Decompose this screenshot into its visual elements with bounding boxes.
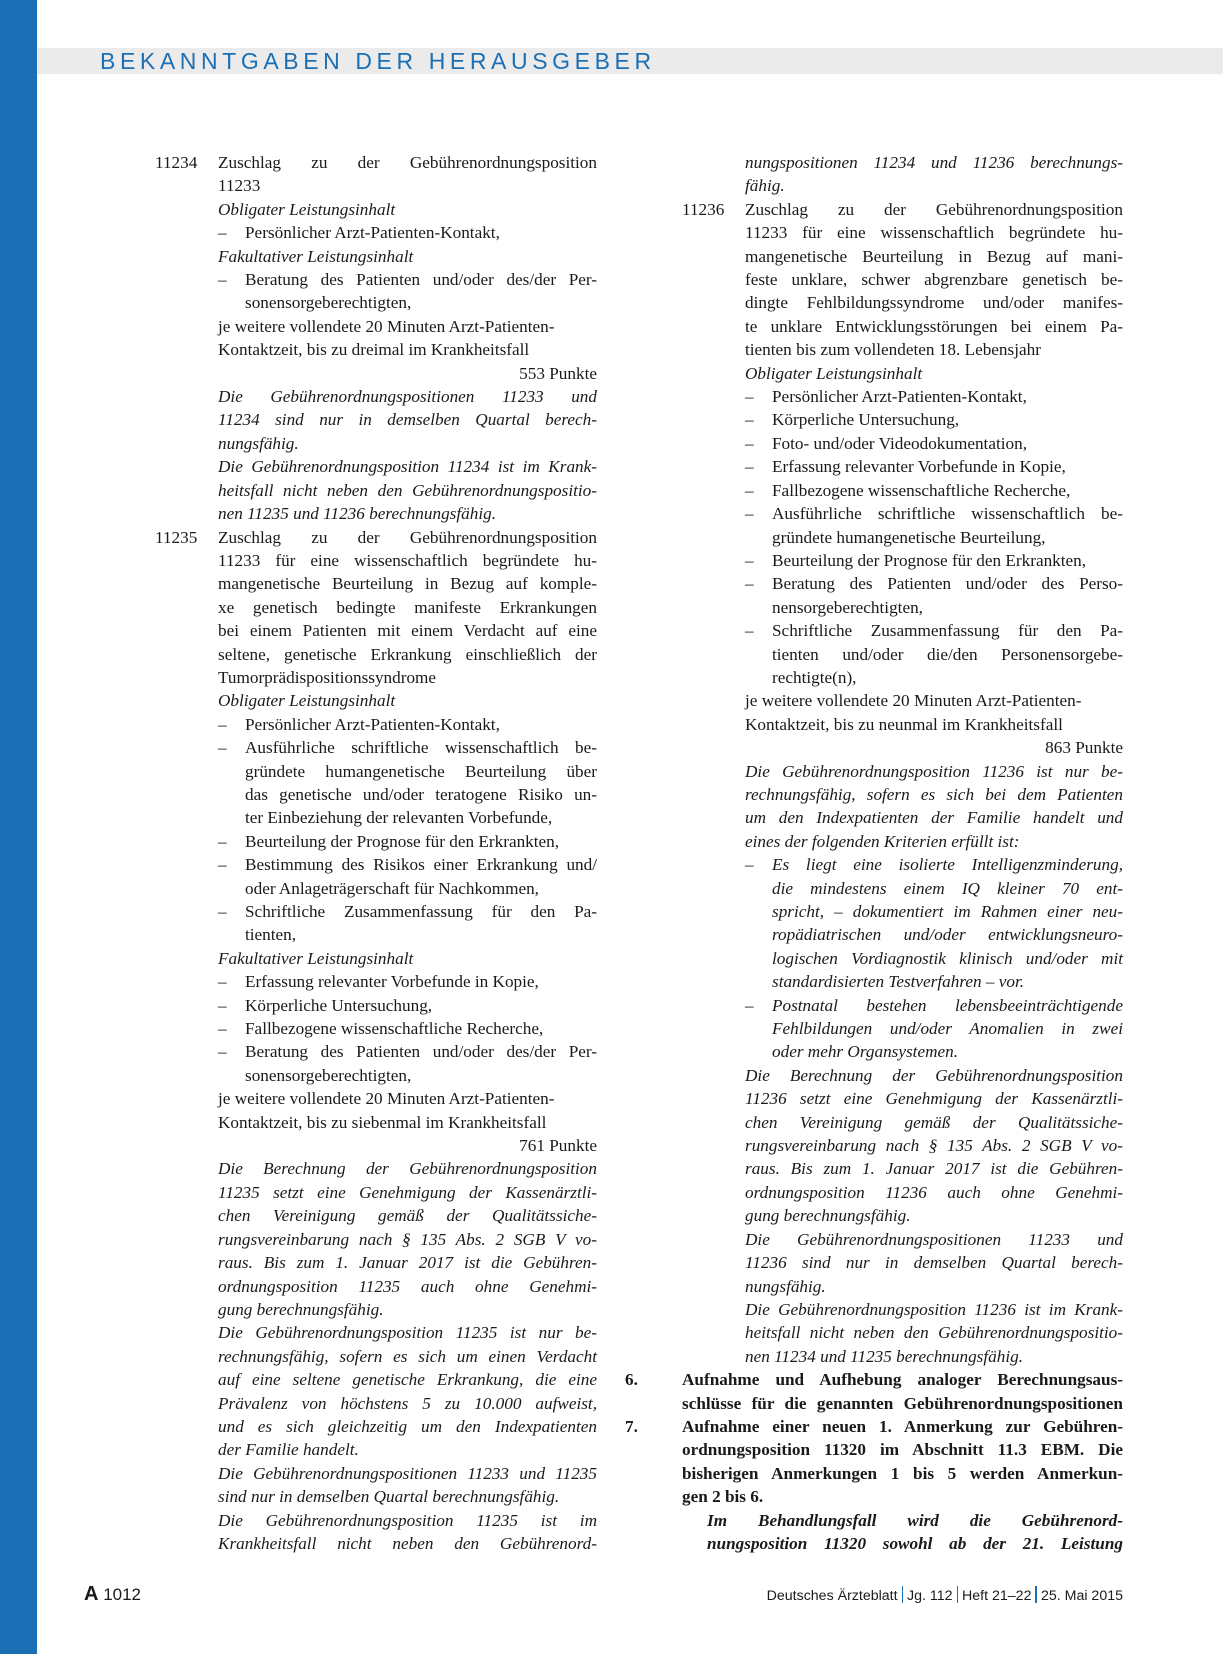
separator: [957, 1586, 959, 1603]
time-text: Kontaktzeit, bis zu dreimal im Krankheitsfall: [218, 340, 530, 360]
page-number: [84, 1583, 141, 1606]
list-item: – Persönlicher Arzt-Patienten-Kontakt,: [745, 387, 1027, 407]
entry-title: Zuschlag zu der Gebührenordnungsposition 11233 für eine wissenschaftlich begründete hu- mangenetische Beurteilung in Bezug auf komple- xe genetisch bedingte manifeste Erkrankungen bei einem Patienten mit einem Verdacht auf eine seltene, genetische Erkrankung einschließlich der Tumorprädispositionssyndrome: [218, 527, 597, 687]
list-item: – Persönlicher Arzt-Patienten-Kontakt,: [218, 223, 500, 243]
section-header-title: BEKANNTGABEN DER HERAUSGEBER: [100, 48, 656, 74]
list-item: – Fallbezogene wissenschaftliche Recherche,: [218, 1019, 544, 1039]
item-number: 6.: [625, 1370, 638, 1390]
date: 25. Mai 2015: [1040, 1588, 1123, 1604]
note: Die Gebührenordnungspositionen 11233 und 11236 sind nur in demselben Quartal berech- nungsfähig.: [745, 1229, 1123, 1296]
list-item: – Bestimmung des Risikos einer Erkrankung und/ oder Anlageträgerschaft für Nachkommen,: [218, 855, 597, 898]
list-item: – Fallbezogene wissenschaftliche Recherche,: [745, 480, 1071, 500]
time-text: Kontaktzeit, bis zu neunmal im Krankheitsfall: [745, 714, 1063, 734]
list-item: – Erfassung relevanter Vorbefunde in Kopie,: [745, 457, 1066, 477]
entry-title-line: 11233: [218, 176, 261, 196]
list-item: – Beurteilung der Prognose für den Erkrankten,: [745, 550, 1087, 570]
issue: Heft 21–22: [962, 1588, 1032, 1604]
volume: Jg. 112: [907, 1588, 953, 1604]
list-item: – Ausführliche schriftliche wissenschaftlich be- gründete humangenetische Beurteilung über das genetische und/oder teratogene Risiko un- ter Einbeziehung der relevanten Vorbefunde,: [218, 738, 597, 828]
entry-11236: [682, 198, 1123, 1368]
quoted-annotation: Im Behandlungsfall wird die Gebührenord- nungsposition 11320 sowohl ab der 21. Leistung: [707, 1510, 1123, 1553]
note: Die Gebührenordnungsposition 11236 ist im Krank- heitsfall nicht neben den Gebührenordnungspositio- nen 11234 und 11235 berechnungsfähig.: [745, 1299, 1123, 1366]
note: Die Berechnung der Gebührenordnungsposition 11235 setzt eine Genehmigung der Kassenärztli- chen Vereinigung gemäß der Qualitätssiche- rungsvereinbarung nach § 135 Abs. 2 SGB V vo- raus. Bis zum 1. Januar 2017 ist die Gebühren- ordnungsposition 11235 auch ohne Genehmi- gung berechnungsfähig.: [218, 1159, 597, 1319]
entry-number: 11235: [155, 527, 198, 547]
obligate-heading: Obligater Leistungsinhalt: [745, 363, 923, 383]
time-text: Kontaktzeit, bis zu siebenmal im Krankheitsfall: [218, 1112, 547, 1132]
time-text: je weitere vollendete 20 Minuten Arzt-Patienten-: [218, 316, 555, 336]
note: Die Gebührenordnungsposition 11234 ist im Krank- heitsfall nicht neben den Gebührenordnungspositio- nen 11235 und 11236 berechnungsfähig.: [218, 457, 597, 524]
entry-11235: [155, 526, 597, 1556]
note: Die Gebührenordnungsposition 11235 ist nur be- rechnungsfähig, sofern es sich um einen Verdacht auf eine seltene genetische Erkrankung, die eine Prävalenz von höchstens 5 zu 10.000 aufweist, und es sich gleichzeitig um den Indexpatienten der Familie handelt.: [218, 1323, 597, 1460]
journal-footer: [767, 1586, 1123, 1604]
list-item: – Beurteilung der Prognose für den Erkrankten,: [218, 831, 560, 851]
left-color-bar: [0, 0, 37, 1654]
left-column: [155, 151, 597, 1555]
item-number: 7.: [625, 1416, 638, 1436]
note-continuation: nungspositionen 11234 und 11236 berechnungs- fähig.: [745, 153, 1123, 196]
obligate-heading: Obligater Leistungsinhalt: [218, 199, 396, 219]
page-prefix: A: [84, 1583, 99, 1605]
time-text: je weitere vollendete 20 Minuten Arzt-Patienten-: [218, 1089, 555, 1109]
criterion-item: – Es liegt eine isolierte Intelligenzminderung, die mindestens einem IQ kleiner 70 ent- spricht, – dokumentiert im Rahmen einer neu- ropädiatrischen und/oder entwicklungsneuro- logischen Vordiagnostik klinisch und/oder mit standardisierten Testverfahren – vor.: [745, 855, 1123, 992]
entry-title: Zuschlag zu der Gebührenordnungsposition 11233 für eine wissenschaftlich begründete hu- mangenetische Beurteilung in Bezug auf mani- feste unklare, schwer abgrenzbare genetisch be- dingte Fehlbildungssyndrome und/oder manifes- te unklare Entwicklungsstörungen bei einem Pa- tienten bis zum vollendeten 18. Lebensjahr: [745, 199, 1123, 360]
entry-number: 11234: [155, 153, 198, 172]
entry-11234: [155, 151, 597, 526]
list-item: – Schriftliche Zusammenfassung für den Pa- tienten,: [218, 902, 597, 945]
time-text: je weitere vollendete 20 Minuten Arzt-Patienten-: [745, 691, 1082, 711]
list-item: – Beratung des Patienten und/oder des/der Per- sonensorgeberechtigten,: [218, 270, 597, 313]
points-value: 553 Punkte: [519, 363, 597, 383]
list-item: – Erfassung relevanter Vorbefunde in Kopie,: [218, 972, 539, 992]
numbered-item-7: 7. Aufnahme einer neuen 1. Anmerkung zur Gebühren- ordnungsposition 11320 im Abschnitt 11.3 EBM. Die bisherigen Anmerkungen 1 bis 5 werden Anmerkun- gen 2 bis 6. Im Behandlungsfall wird die Gebührenord- nungsposition 11320 sowohl ab der 21. Leistung: [682, 1415, 1123, 1555]
note: Die Gebührenordnungsposition 11235 ist im Krankheitsfall nicht neben den Gebührenord-: [218, 1510, 597, 1553]
points-value: 863 Punkte: [1045, 738, 1123, 758]
separator: [1035, 1586, 1037, 1603]
numbered-item-6: 6. Aufnahme und Aufhebung analoger Berechnungsaus- schlüsse für die genannten Gebührenordnungspositionen: [625, 1370, 1123, 1413]
right-column: [625, 151, 1123, 1555]
list-item: – Körperliche Untersuchung,: [745, 410, 960, 430]
points-value: 761 Punkte: [519, 1136, 597, 1156]
note: Die Gebührenordnungspositionen 11233 und 11235 sind nur in demselben Quartal berechnungsfähig.: [218, 1463, 597, 1507]
obligate-heading: Obligater Leistungsinhalt: [218, 691, 396, 711]
list-item: – Körperliche Untersuchung,: [218, 995, 433, 1015]
optional-heading: Fakultativer Leistungsinhalt: [218, 948, 414, 968]
list-item: – Schriftliche Zusammenfassung für den Pa- tienten und/oder die/den Personensorgebe- rechtigte(n),: [745, 621, 1123, 687]
list-item: – Ausführliche schriftliche wissenschaftlich be- gründete humangenetische Beurteilung,: [745, 504, 1123, 547]
note: Die Berechnung der Gebührenordnungsposition 11236 setzt eine Genehmigung der Kassenärztli- chen Vereinigung gemäß der Qualitätssiche- rungsvereinbarung nach § 135 Abs. 2 SGB V vo- raus. Bis zum 1. Januar 2017 ist die Gebühren- ordnungsposition 11236 auch ohne Genehmi- gung berechnungsfähig.: [745, 1065, 1123, 1226]
criterion-item: – Postnatal bestehen lebensbeeinträchtigende Fehlbildungen und/oder Anomalien in zwei oder mehr Organsystemen.: [745, 995, 1123, 1062]
list-item: – Persönlicher Arzt-Patienten-Kontakt,: [218, 714, 500, 734]
list-item: – Beratung des Patienten und/oder des/der Per- sonensorgeberechtigten,: [218, 1042, 597, 1085]
optional-heading: Fakultativer Leistungsinhalt: [218, 246, 414, 266]
page-number-value: 1012: [103, 1585, 142, 1604]
entry-number: 11236: [682, 199, 725, 219]
note: Die Gebührenordnungspositionen 11233 und 11234 sind nur in demselben Quartal berech- nungsfähig.: [218, 387, 597, 453]
separator: [902, 1586, 904, 1603]
list-item: – Beratung des Patienten und/oder des Perso- nensorgeberechtigten,: [745, 574, 1123, 617]
entry-title-line: Zuschlag zu der Gebührenordnungsposition: [218, 153, 597, 172]
list-item: – Foto- und/oder Videodokumentation,: [745, 433, 1028, 453]
note: Die Gebührenordnungsposition 11236 ist nur be- rechnungsfähig, sofern es sich bei dem Patienten um den Indexpatienten der Familie handelt und eines der folgenden Kriterien erfüllt ist:: [745, 761, 1123, 851]
journal-name: Deutsches Ärzteblatt: [766, 1588, 898, 1604]
